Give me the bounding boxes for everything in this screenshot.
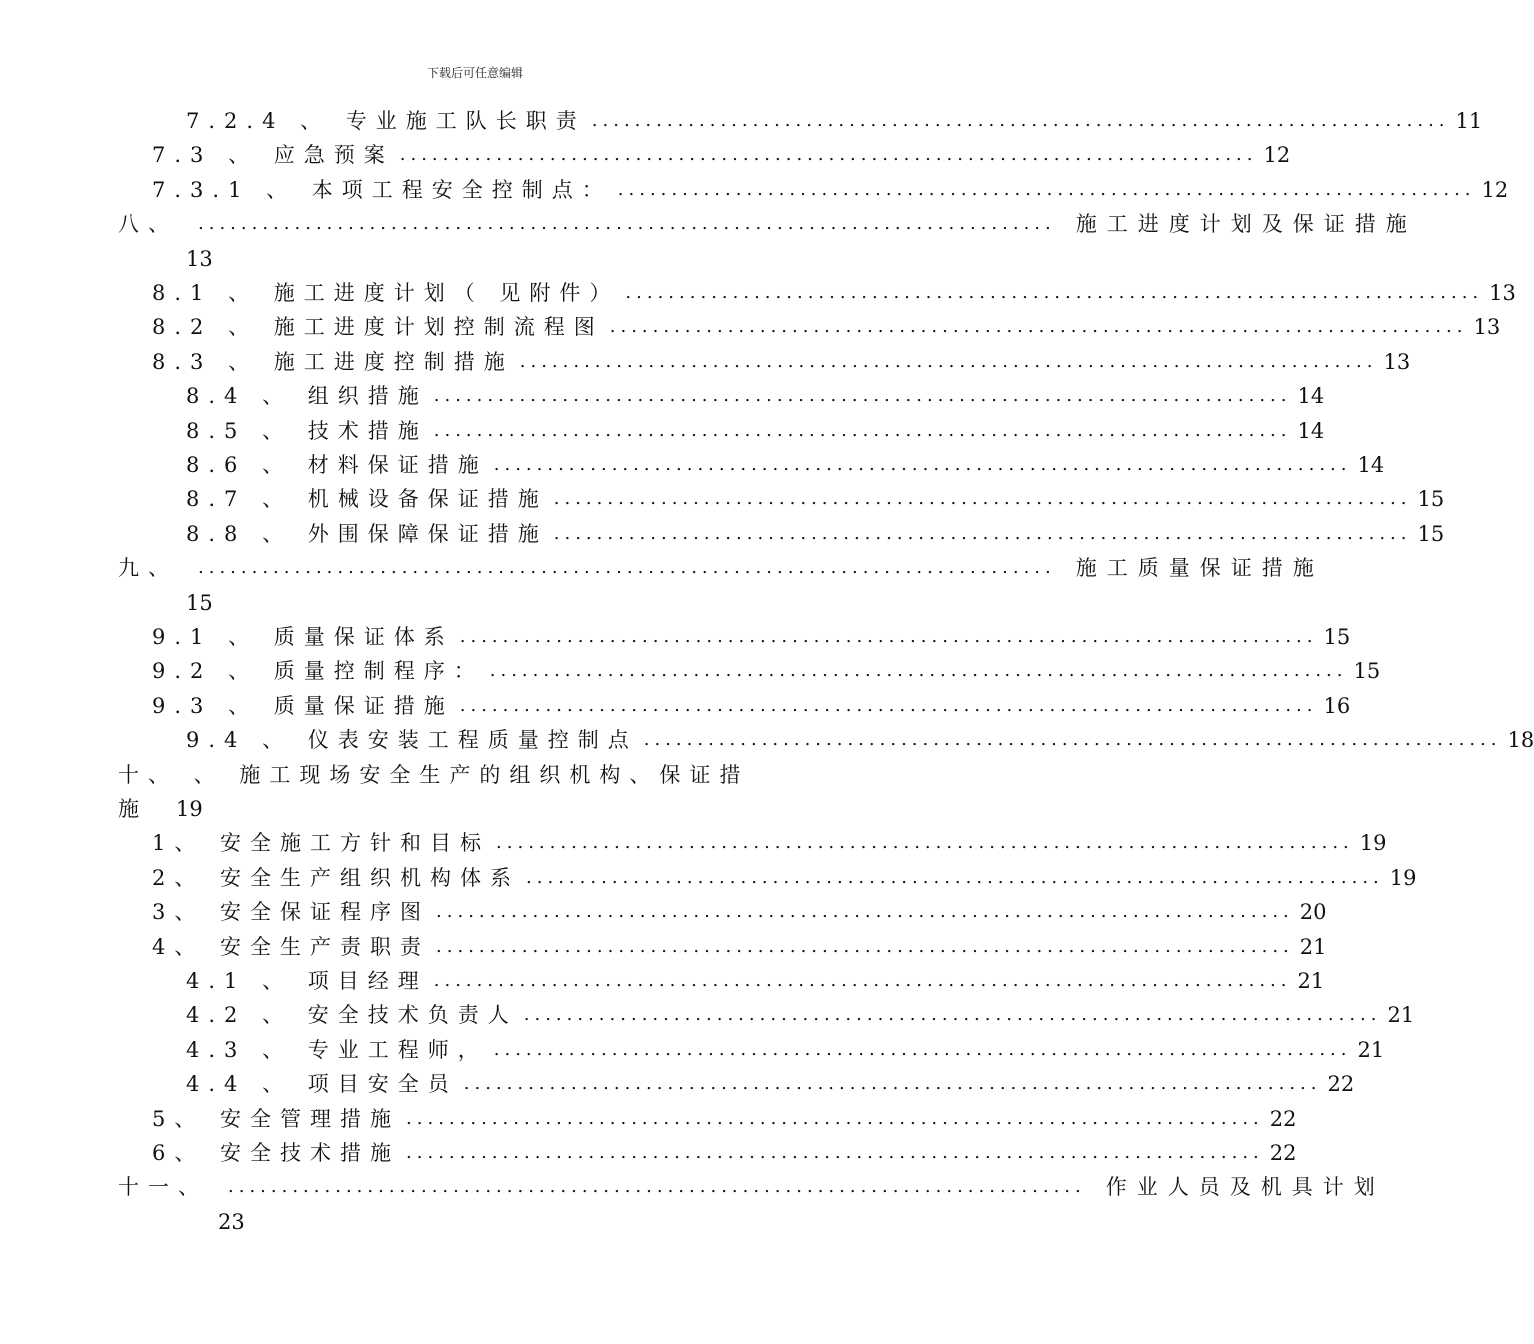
toc-entry[interactable] (118, 551, 1324, 585)
toc-entry[interactable] (186, 1067, 1355, 1101)
toc-page-number: 21 (1297, 969, 1325, 993)
toc-leader-dots: ................................................................................ (553, 488, 1412, 510)
toc-page-number: 20 (1299, 900, 1327, 925)
toc-entry[interactable] (186, 723, 1534, 757)
toc-entry[interactable] (186, 379, 1325, 413)
toc-page-number: 22 (1269, 1106, 1297, 1131)
toc-entry[interactable] (186, 517, 1445, 551)
toc-page-number: 18 (1507, 728, 1534, 753)
toc-leader-dots: ................................................................................ (228, 1176, 1086, 1198)
toc-page-number: 15 (186, 590, 213, 615)
toc-leader-dots: ................................................................................ (523, 1004, 1382, 1026)
toc-leader-dots: ................................................................................ (489, 660, 1348, 682)
toc-entry-label: 8.1 、 施工进度计划（ 见附件） (152, 281, 620, 305)
toc-page-number: 19 (176, 797, 203, 821)
toc-entry-label: 7.3.1 、 本项工程安全控制点： (152, 177, 612, 202)
toc-leader-dots: ................................................................................ (459, 626, 1318, 647)
toc-entry[interactable] (152, 930, 1327, 964)
toc-entry-label: 十一、 (118, 1175, 208, 1200)
toc-page-number: 14 (1357, 453, 1385, 477)
toc-page-number: 13 (186, 246, 213, 271)
toc-page-number: 15 (1353, 659, 1381, 684)
toc-entry-label: 8.3 、 施工进度控制措施 (152, 349, 514, 374)
toc-entry-label: 4.2 、 安全技术负责人 (186, 1003, 518, 1028)
toc-leader-dots: ................................................................................ (399, 144, 1258, 166)
toc-entry-label: 8.8 、 外围保障保证措施 (186, 521, 548, 546)
toc-page-number: 23 (218, 1209, 245, 1234)
toc-page-number: 13 (1383, 349, 1411, 374)
toc-entry-label: 2、 安全生产组织机构体系 (152, 865, 521, 890)
toc-page-number: 21 (1299, 934, 1327, 959)
toc-page-number: 12 (1263, 143, 1291, 168)
toc-entry-label: 7.3 、 应急预案 (152, 143, 394, 168)
toc-entry[interactable] (152, 895, 1327, 929)
toc-entry[interactable] (186, 104, 1483, 138)
toc-leader-dots: ................................................................................ (406, 1107, 1264, 1129)
toc-entry-continuation[interactable] (118, 792, 203, 826)
toc-page-number: 12 (1481, 177, 1509, 202)
toc-entry-label: 4.4 、 项目安全员 (186, 1072, 458, 1097)
toc-page-number: 13 (1489, 281, 1516, 305)
toc-entry[interactable] (186, 998, 1415, 1032)
toc-entry-label: 9.2 、 质量控制程序： (152, 659, 484, 684)
toc-entry[interactable] (186, 964, 1325, 998)
toc-entry-label: 8.4 、 组织措施 (186, 384, 428, 409)
toc-entry-label: 八、 (118, 212, 178, 237)
toc-entry-label: 1、 安全施工方针和目标 (152, 831, 491, 856)
toc-leader-dots: ................................................................................ (433, 419, 1292, 441)
toc-entry[interactable] (186, 482, 1445, 516)
toc-entry[interactable] (118, 1170, 1385, 1204)
toc-entry-label: 8.5 、 技术措施 (186, 418, 428, 443)
toc-entry[interactable] (118, 207, 1417, 241)
toc-entry-label: 4.1 、 项目经理 (186, 969, 428, 993)
toc-page-number: 22 (1327, 1072, 1355, 1097)
toc-entry-label: 8.2 、 施工进度计划控制流程图 (152, 315, 604, 340)
toc-leader-dots: ................................................................................ (591, 110, 1450, 131)
toc-leader-dots: ................................................................................ (198, 213, 1056, 235)
toc-entry[interactable] (152, 138, 1291, 172)
toc-entry-title: 作业人员及机具计划 (1105, 1175, 1385, 1200)
toc-leader-dots: ................................................................................ (459, 694, 1318, 716)
toc-entry[interactable] (152, 861, 1417, 895)
toc-leader-dots: ................................................................................ (617, 178, 1476, 200)
toc-entry[interactable] (152, 826, 1387, 860)
toc-entry-label: 8.6 、 材料保证措施 (186, 453, 488, 477)
toc-page-number: 22 (1269, 1141, 1297, 1165)
toc-entry-label: 7.2.4 、 专业施工队长职责 (186, 109, 586, 133)
toc-leader-dots: ................................................................................ (198, 557, 1056, 579)
toc-page-number: 19 (1389, 865, 1417, 890)
toc-entry-label: 4、 安全生产责职责 (152, 934, 431, 959)
toc-leader-dots: ................................................................................ (463, 1073, 1322, 1095)
toc-entry[interactable] (186, 1033, 1385, 1067)
toc-entry-label: 5、 安全管理措施 (152, 1106, 401, 1131)
toc-leader-dots: ................................................................................ (553, 522, 1412, 544)
toc-entry-label: 9.1 、 质量保证体系 (152, 625, 454, 649)
toc-page-number: 15 (1417, 521, 1445, 546)
toc-entry-title: 施工质量保证措施 (1075, 556, 1324, 581)
toc-leader-dots: ................................................................................ (643, 729, 1502, 751)
toc-leader-dots: ................................................................................ (496, 832, 1354, 854)
toc-page-number: 21 (1387, 1003, 1415, 1028)
toc-entry-label: 9.4 、 仪表安装工程质量控制点 (186, 728, 638, 753)
toc-leader-dots: ................................................................................ (625, 282, 1484, 303)
toc-leader-dots: ................................................................................ (406, 1142, 1264, 1163)
toc-entry[interactable] (152, 1136, 1297, 1170)
toc-page-number: 14 (1297, 418, 1325, 443)
toc-leader-dots: ................................................................................ (433, 970, 1292, 991)
toc-entry[interactable] (152, 310, 1501, 344)
toc-entry[interactable] (152, 620, 1351, 654)
toc-leader-dots: ................................................................................ (493, 454, 1352, 475)
toc-entry-title: 施工进度计划及保证措施 (1075, 212, 1417, 237)
toc-page-number: 15 (1417, 487, 1445, 512)
toc-page-number: 11 (1455, 109, 1483, 133)
page-header: 下载后可任意编辑 (426, 66, 523, 80)
toc-entry-label: 4.3 、 专业工程师， (186, 1037, 488, 1062)
toc-leader-dots: ................................................................................ (493, 1038, 1352, 1060)
toc-page-number: 13 (1473, 315, 1501, 340)
toc-entry[interactable] (152, 654, 1381, 688)
toc-entry[interactable] (186, 448, 1385, 482)
toc-entry[interactable] (152, 1102, 1297, 1136)
toc-leader-dots: ................................................................................ (526, 866, 1384, 888)
toc-leader-dots: ................................................................................ (433, 385, 1292, 407)
toc-page-number: 15 (1323, 625, 1351, 649)
toc-page-number: 16 (1323, 693, 1351, 718)
toc-leader-dots: ................................................................................ (519, 350, 1378, 372)
toc-entry-label: 3、 安全保证程序图 (152, 900, 431, 925)
toc-entry-label: 十、 、 施工现场安全生产的组织机构、保证措 (118, 762, 750, 787)
toc-entry[interactable] (152, 173, 1509, 207)
toc-page-number: 14 (1297, 384, 1325, 409)
toc-entry-label: 6、 安全技术措施 (152, 1141, 401, 1165)
toc-page-number: 19 (1359, 831, 1387, 856)
toc-leader-dots: ................................................................................ (436, 901, 1294, 923)
toc-leader-dots: ................................................................................ (436, 935, 1294, 957)
toc-entry[interactable] (118, 758, 845, 792)
toc-entry[interactable] (152, 689, 1351, 723)
toc-entry[interactable] (152, 276, 1516, 310)
toc-entry-label: 9.3 、 质量保证措施 (152, 693, 454, 718)
toc-entry-label: 施 (118, 797, 148, 821)
toc-entry-label: 九、 (118, 556, 178, 581)
toc-entry[interactable] (186, 414, 1325, 448)
toc-page-number: 21 (1357, 1037, 1385, 1062)
toc-entry-label: 8.7 、 机械设备保证措施 (186, 487, 548, 512)
toc-leader-dots: ................................................................................ (609, 316, 1468, 338)
toc-entry[interactable] (152, 345, 1411, 379)
